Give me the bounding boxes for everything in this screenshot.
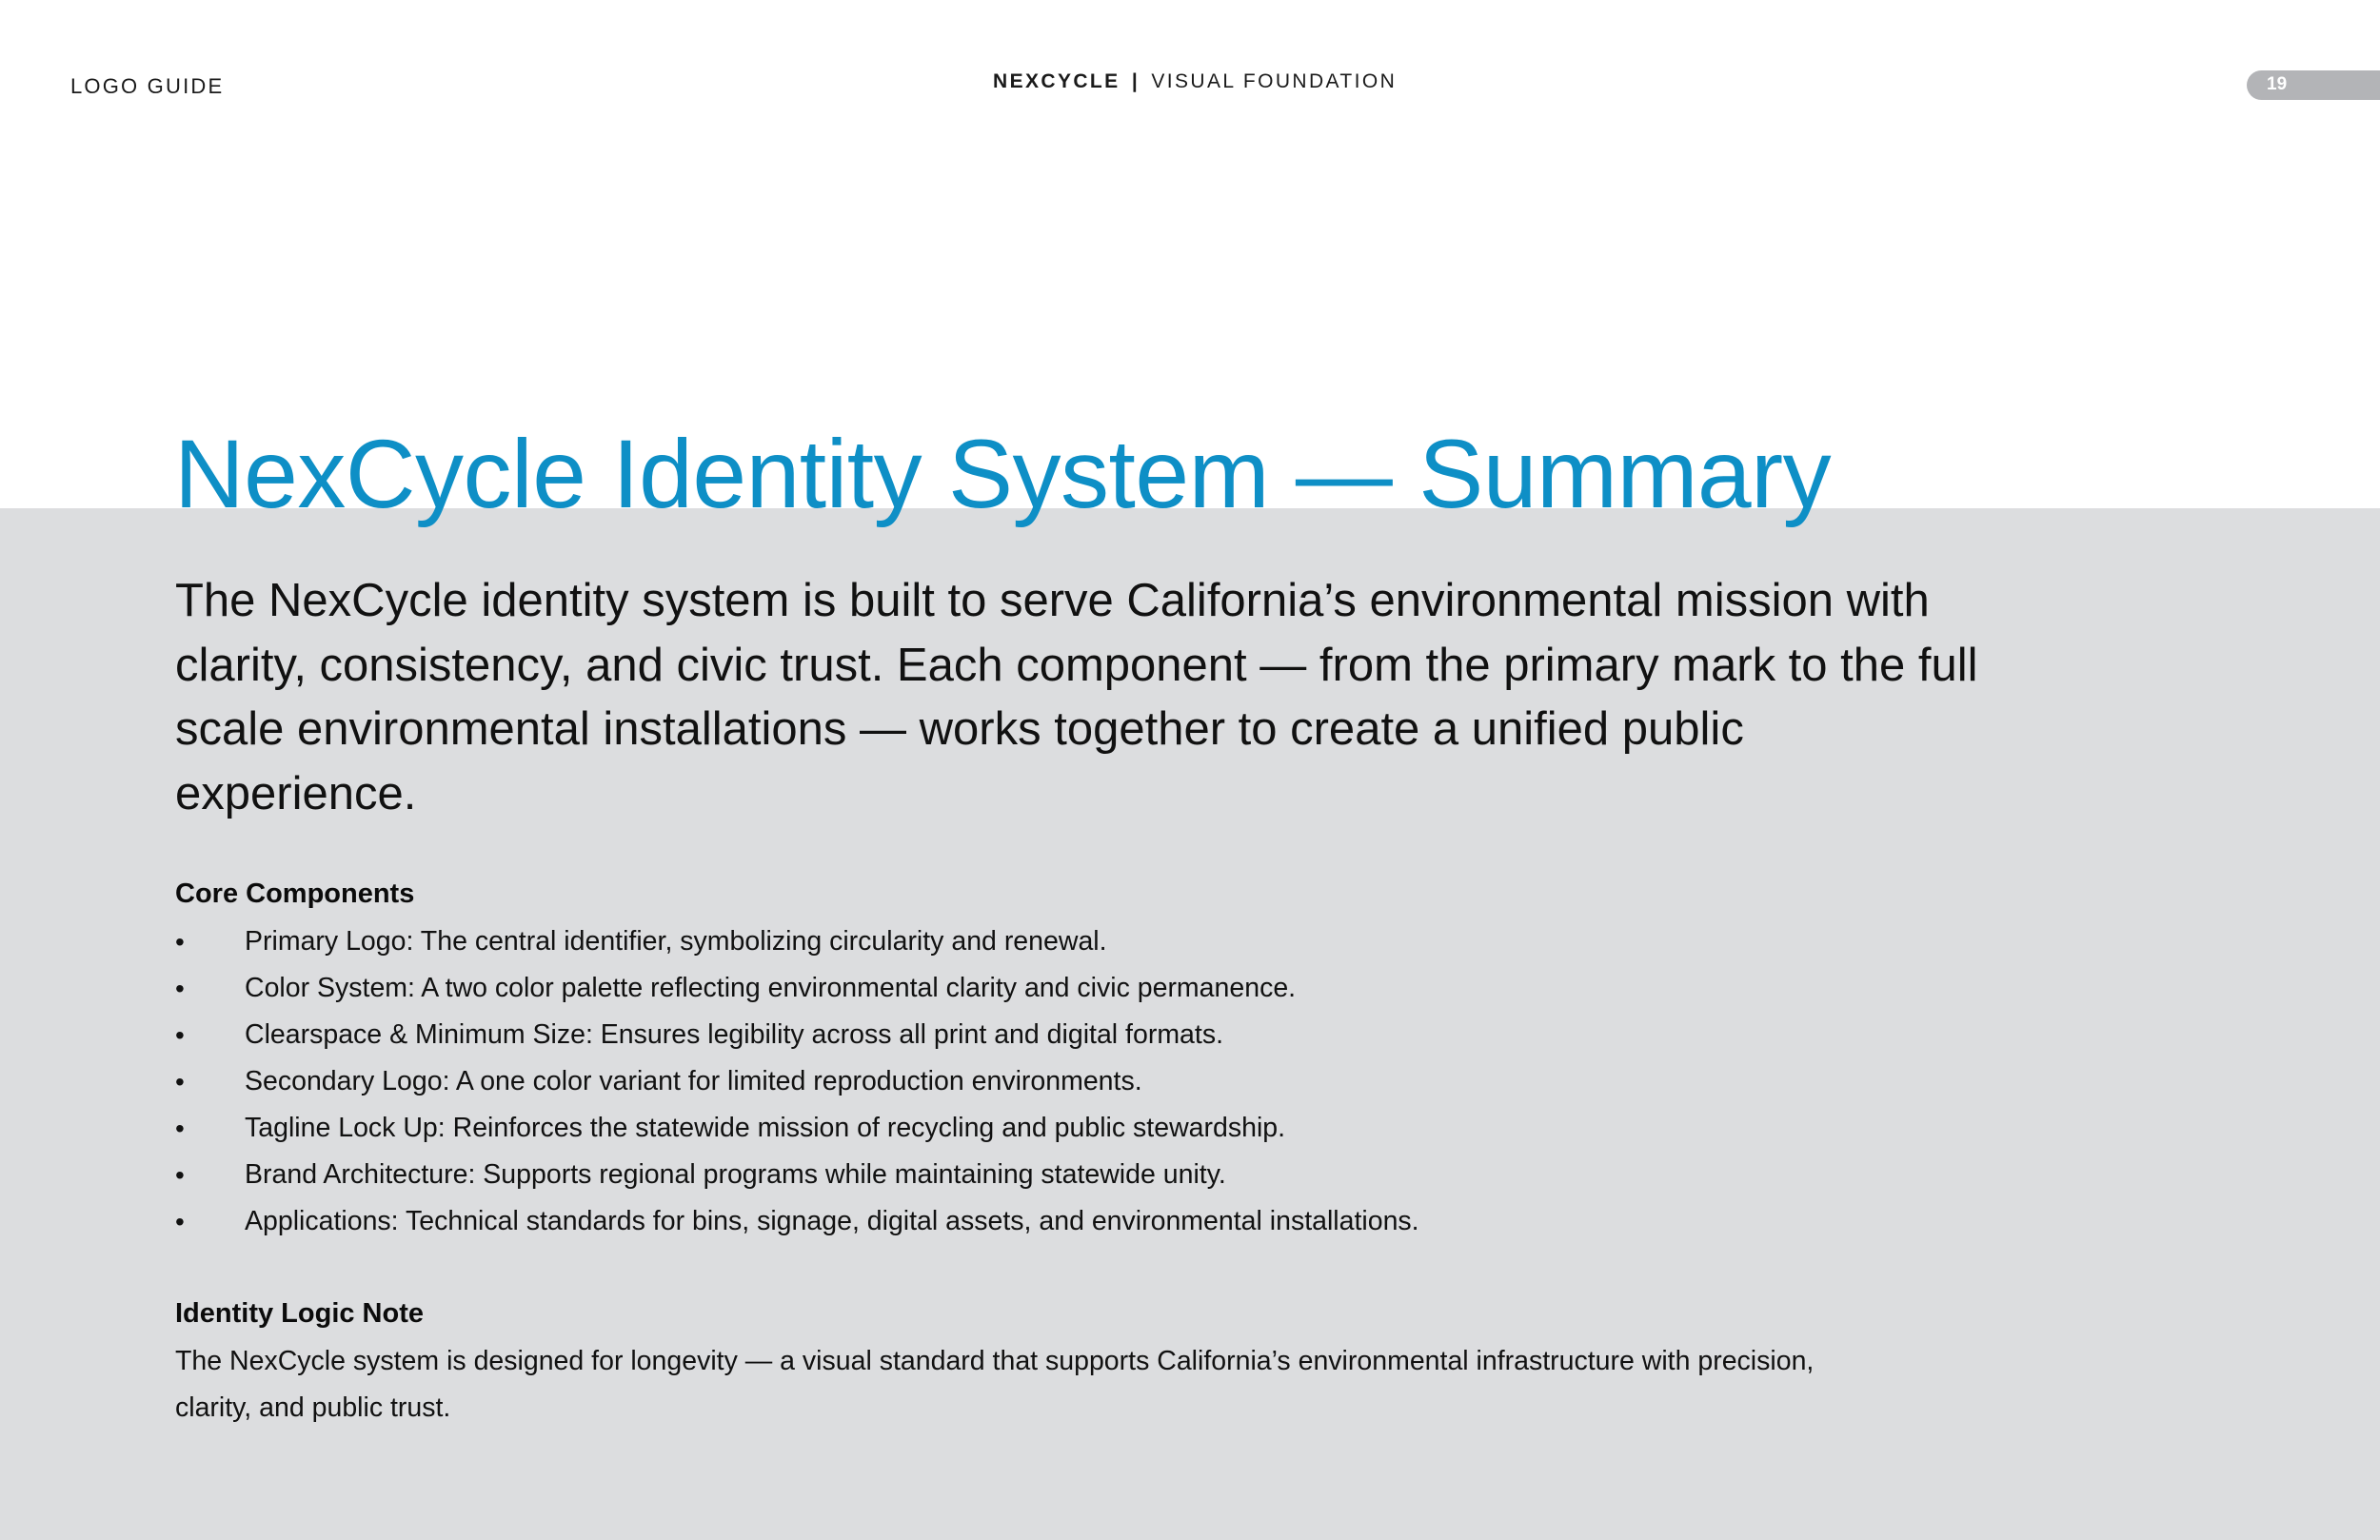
bullet: • [175, 1067, 185, 1096]
page-title: NexCycle Identity System — Summary [174, 420, 1832, 528]
bullet: • [175, 974, 185, 1003]
bullet: • [175, 1207, 185, 1236]
header-brand: NEXCYCLE [993, 70, 1121, 92]
header-doc-title: VISUAL FOUNDATION [1151, 70, 1398, 92]
list-item-text: Clearspace & Minimum Size: Ensures legibility across all print and digital formats. [245, 1019, 1223, 1050]
section-label: LOGO GUIDE [70, 74, 225, 98]
bullet: • [175, 1020, 185, 1050]
identity-logic-text: The NexCycle system is designed for longevity — a visual standard that supports California’s environmental infrastructure with precision, clarity, and public trust. [175, 1346, 1815, 1423]
intro-paragraph: The NexCycle identity system is built to serve California’s environmental mission with clarity, consistency, and civic trust. Each component — from the primary mark to the full scale environmental installations — works together to create a unified public experience. [175, 575, 1978, 819]
list-item-text: Color System: A two color palette reflecting environmental clarity and civic permanence. [245, 973, 1297, 1003]
bullet: • [175, 1114, 185, 1143]
bullet: • [175, 927, 185, 957]
list-item-text: Secondary Logo: A one color variant for limited reproduction environments. [245, 1066, 1142, 1096]
identity-logic-heading: Identity Logic Note [175, 1298, 424, 1329]
list-item-text: Applications: Technical standards for bins, signage, digital assets, and environmental installations. [245, 1206, 1419, 1236]
running-header [993, 70, 1397, 93]
list-item-text: Primary Logo: The central identifier, symbolizing circularity and renewal. [245, 926, 1107, 957]
list-item-text: Tagline Lock Up: Reinforces the statewide mission of recycling and public stewardship. [245, 1113, 1286, 1143]
bullet: • [175, 1160, 185, 1190]
header-separator: | [1131, 70, 1140, 92]
list-item-text: Brand Architecture: Supports regional programs while maintaining statewide unity. [245, 1159, 1226, 1190]
page-number: 19 [2267, 74, 2288, 94]
core-components-heading: Core Components [175, 879, 415, 909]
